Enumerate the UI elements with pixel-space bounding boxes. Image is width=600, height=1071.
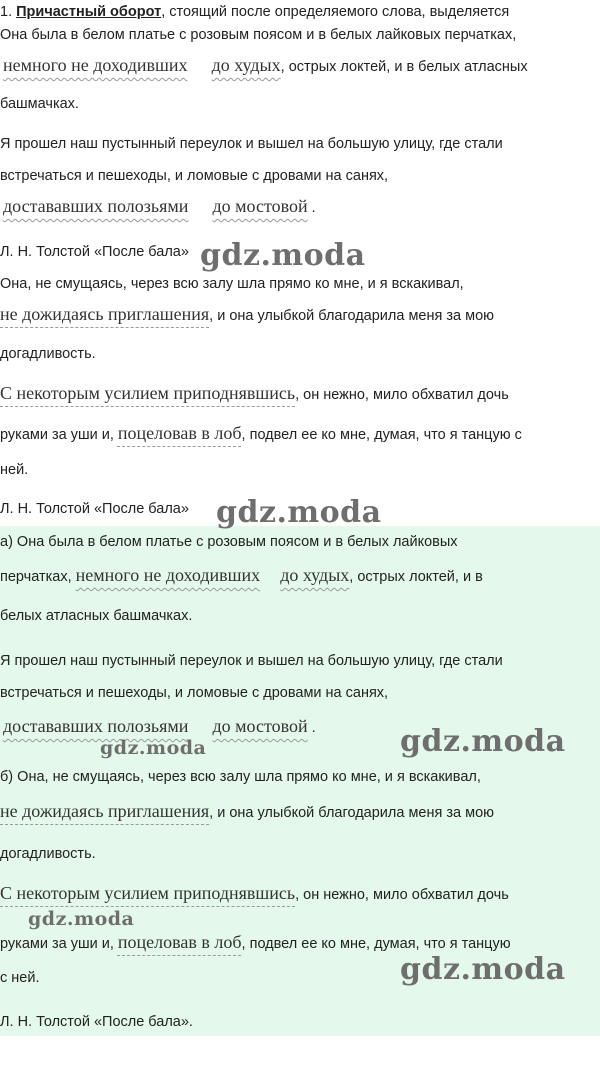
a1-line-a: а) Она была в белом платье с розовым поясом и в белых лайковых xyxy=(0,534,458,550)
s1-line-a: Она была в белом платье с розовым поясом и в белых лайковых перчатках, xyxy=(0,27,517,43)
period: . xyxy=(311,200,316,216)
participle-phrase-continuation: до худых xyxy=(280,565,350,585)
b2-line-a-rest: , он нежно, мило обхватил дочь xyxy=(295,887,509,903)
b2-line-a xyxy=(0,883,509,904)
s4-line-a-rest: , он нежно, мило обхватил дочь xyxy=(295,387,509,403)
watermark-logo: gdz.moda xyxy=(28,908,135,930)
watermark-logo: gdz.moda xyxy=(400,952,566,987)
b1-line-c: догадливость. xyxy=(0,846,96,862)
s4-line-a xyxy=(0,383,509,404)
answer-source: Л. Н. Толстой «После бала». xyxy=(0,1014,193,1030)
s2-line-a: Я прошел наш пустынный переулок и вышел на большую улицу, где стали xyxy=(0,136,503,152)
b1-line-b-rest: , и она улыбкой благодарила меня за мою xyxy=(209,805,495,821)
source-2: Л. Н. Толстой «После бала» xyxy=(0,501,189,517)
a1-line-b-start: перчатках, xyxy=(0,569,76,585)
a1-line-b-rest: , острых локтей, и в xyxy=(349,569,483,585)
s3-line-a: Она, не смущаясь, через всю залу шла прямо ко мне, и я вскакивал, xyxy=(0,276,464,292)
s3-line-c: догадливость. xyxy=(0,346,96,362)
s4-line-b-start: руками за уши и, xyxy=(0,427,118,443)
adverbial-phrase: поцеловав в лоб xyxy=(117,932,242,952)
participle-phrase-continuation: до мостовой xyxy=(212,196,308,216)
adverbial-phrase: не дожидаясь приглашения xyxy=(0,801,210,821)
s2-line-b: встречаться и пешеходы, и ломовые с дровами на санях, xyxy=(0,168,389,184)
adverbial-phrase: С некоторым усилием приподнявшись xyxy=(0,883,296,903)
s4-line-b-rest: , подвел ее ко мне, думая, что я танцую с xyxy=(241,427,522,443)
b1-line-a: б) Она, не смущаясь, через всю залу шла прямо ко мне, и я вскакивал, xyxy=(0,769,481,785)
participle-phrase: немного не доходивших xyxy=(75,565,261,585)
header-line xyxy=(0,4,509,20)
source-1: Л. Н. Толстой «После бала» xyxy=(0,244,189,260)
period: . xyxy=(311,720,316,736)
s4-line-b xyxy=(0,423,522,444)
a2-line-b: встречаться и пешеходы, и ломовые с дровами на санях, xyxy=(0,685,389,701)
s3-line-b-rest: , и она улыбкой благодарила меня за мою xyxy=(209,308,495,324)
term-highlight: Причастный оборот xyxy=(16,4,162,20)
s1-line-b xyxy=(3,55,528,76)
watermark-logo: gdz.moda xyxy=(400,724,566,759)
a2-line-c xyxy=(3,716,316,737)
s1-line-c: башмачках. xyxy=(0,96,79,112)
a1-line-c: белых атласных башмачках. xyxy=(0,608,193,624)
header-rest: , стоящий после определяемого слова, выделяется xyxy=(161,4,510,20)
adverbial-phrase: не дожидаясь приглашения xyxy=(0,304,210,324)
b2-line-b-start: руками за уши и, xyxy=(0,936,118,952)
b2-line-c: с ней. xyxy=(0,970,40,986)
a1-line-b xyxy=(0,565,483,586)
watermark-logo: gdz.moda xyxy=(100,737,207,759)
s4-line-c: ней. xyxy=(0,462,29,478)
participle-phrase: достававших полозьями xyxy=(3,716,189,736)
s1-line-b-rest: , острых локтей, и в белых атласных xyxy=(280,59,528,75)
adverbial-phrase: поцеловав в лоб xyxy=(117,423,242,443)
b1-line-b xyxy=(0,801,494,822)
s2-line-c xyxy=(3,196,316,217)
s3-line-b xyxy=(0,304,494,325)
participle-phrase-continuation: до худых xyxy=(211,55,281,75)
b2-line-b xyxy=(0,932,511,953)
watermark-logo: gdz.moda xyxy=(216,495,382,530)
watermark-logo: gdz.moda xyxy=(200,238,366,273)
participle-phrase-continuation: до мостовой xyxy=(212,716,308,736)
adverbial-phrase: С некоторым усилием приподнявшись xyxy=(0,383,296,403)
task-number: 1. xyxy=(0,4,13,20)
participle-phrase: достававших полозьями xyxy=(3,196,189,216)
participle-phrase: немного не доходивших xyxy=(3,55,188,75)
b2-line-b-rest: , подвел ее ко мне, думая, что я танцую xyxy=(241,936,511,952)
a2-line-a: Я прошел наш пустынный переулок и вышел на большую улицу, где стали xyxy=(0,653,503,669)
